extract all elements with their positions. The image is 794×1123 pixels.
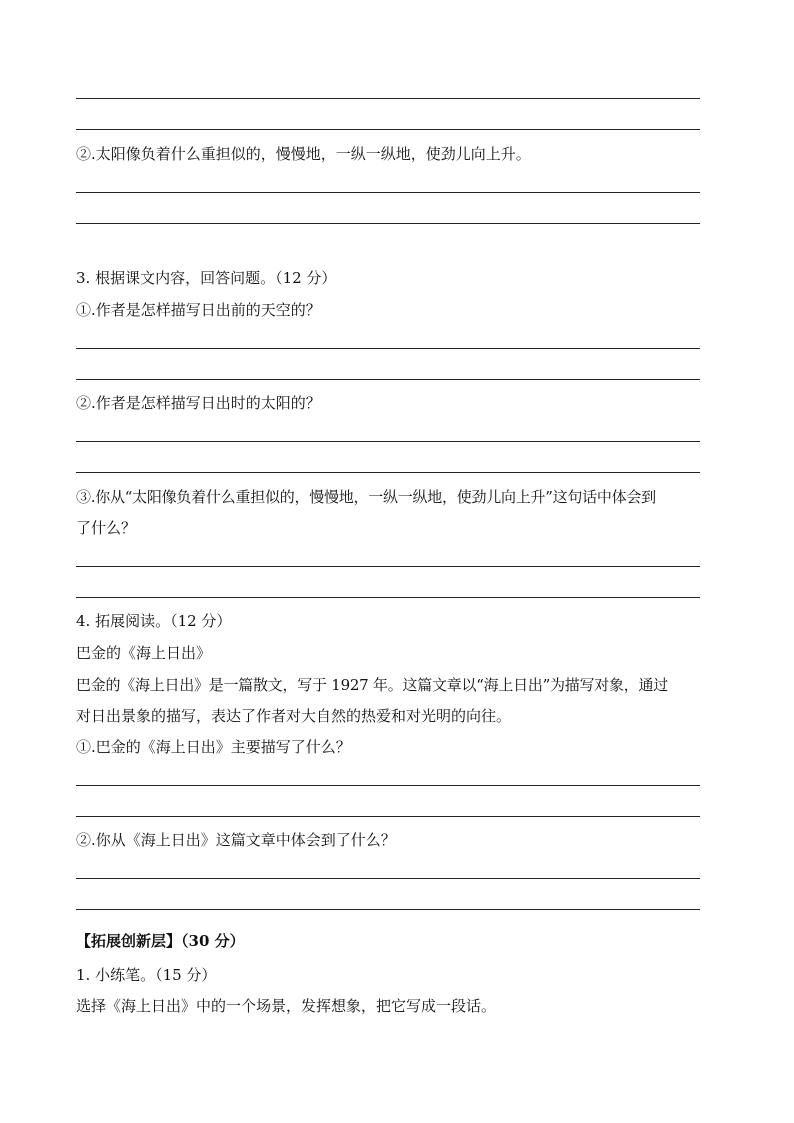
answer-line bbox=[76, 98, 700, 99]
answer-line bbox=[76, 379, 700, 380]
answer-line bbox=[76, 192, 700, 193]
question-4-title: 4. 拓展阅读。（12 分） bbox=[76, 612, 232, 630]
passage-text: 巴金的《海上日出》是一篇散文，写于 1927 年。这篇文章以“海上日出”为描写对象，通过 bbox=[76, 676, 669, 694]
question-4-sub-1: ①.巴金的《海上日出》主要描写了什么？ bbox=[76, 738, 351, 756]
answer-line bbox=[76, 878, 700, 879]
answer-line bbox=[76, 597, 700, 598]
answer-line bbox=[76, 566, 700, 567]
answer-line bbox=[76, 816, 700, 817]
section-heading: 【拓展创新层】（30 分） bbox=[76, 932, 245, 950]
answer-line bbox=[76, 785, 700, 786]
answer-line bbox=[76, 472, 700, 473]
question-4-sub-2: ②.你从《海上日出》这篇文章中体会到了什么？ bbox=[76, 831, 396, 849]
passage-title: 巴金的《海上日出》 bbox=[76, 644, 212, 662]
answer-line bbox=[76, 441, 700, 442]
answer-line bbox=[76, 223, 700, 224]
question-3-title: 3. 根据课文内容，回答问题。（12 分） bbox=[76, 269, 337, 287]
answer-line bbox=[76, 129, 700, 130]
question-3-sub-1: ①.作者是怎样描写日出前的天空的？ bbox=[76, 301, 321, 319]
passage-text-cont: 对日出景象的描写，表达了作者对大自然的热爱和对光明的向往。 bbox=[76, 707, 512, 725]
practice-question-text: 选择《海上日出》中的一个场景，发挥想象，把它写成一段话。 bbox=[76, 997, 497, 1015]
answer-line bbox=[76, 909, 700, 910]
answer-line bbox=[76, 348, 700, 349]
question-3-sub-3: ③.你从“太阳像负着什么重担似的，慢慢地，一纵一纵地，使劲儿向上升”这句话中体会到 bbox=[76, 488, 656, 506]
question-2-sub-2: ②.太阳像负着什么重担似的，慢慢地，一纵一纵地，使劲儿向上升。 bbox=[76, 145, 531, 163]
question-3-sub-2: ②.作者是怎样描写日出时的太阳的？ bbox=[76, 394, 321, 412]
question-3-sub-3-cont: 了什么？ bbox=[76, 519, 137, 537]
practice-question-title: 1. 小练笔。（15 分） bbox=[76, 966, 217, 984]
